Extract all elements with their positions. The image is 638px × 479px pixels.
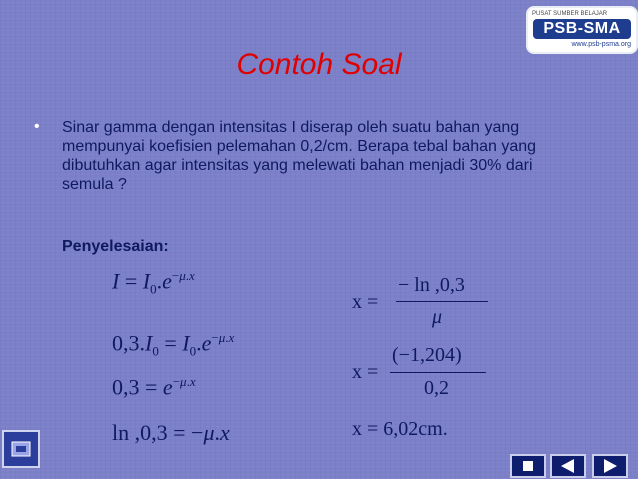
equation-5-numerator: − ln ,0,3 xyxy=(398,274,465,296)
equation-6-denominator: 0,2 xyxy=(424,377,449,399)
previous-button[interactable] xyxy=(550,454,586,478)
equation-5-lhs: x = xyxy=(352,291,379,313)
equation-6-lhs: x = xyxy=(352,361,379,383)
equation-2: $0,3.I_0 = I_0.e^{-\mu.x}$ xyxy=(112,330,235,359)
fraction-bar-2 xyxy=(390,372,486,373)
logo-top-text: PUSAT SUMBER BELAJAR xyxy=(532,11,608,17)
psb-sma-logo xyxy=(528,8,636,52)
home-icon[interactable] xyxy=(2,430,40,468)
next-button[interactable] xyxy=(592,454,628,478)
equation-3: $0,3 = e^{-\mu.x}$ xyxy=(112,374,196,400)
problem-text: Sinar gamma dengan intensitas I diserap oleh suatu bahan yang mempunyai koefisien pelemahan 0,2/cm. Berapa tebal bahan yang dibutuhkan agar intensitas yang melewati bahan menjadi 30% dari semula ? xyxy=(62,119,537,193)
home-nav-button[interactable] xyxy=(510,454,546,478)
equation-4: ln ,0,3 = −μ.x xyxy=(112,420,230,445)
bullet-marker: • xyxy=(34,118,40,135)
logo-brand: PSB-SMA xyxy=(533,19,631,39)
home-square-icon xyxy=(512,456,544,476)
equation-6-numerator: (−1,204) xyxy=(392,344,462,366)
equation-1: $I = I_0.e^{-\mu.x}$ xyxy=(112,268,195,297)
previous-arrow-icon xyxy=(552,456,584,476)
fraction-bar-1 xyxy=(396,301,488,302)
equation-7: x = 6,02cm. xyxy=(352,418,448,440)
next-arrow-icon xyxy=(594,456,626,476)
equation-5-denominator: μ xyxy=(432,306,443,328)
logo-url: www.psb-psma.org xyxy=(571,41,631,48)
solution-heading: Penyelesaian: xyxy=(62,238,169,255)
slide-title: Contoh Soal xyxy=(236,48,402,81)
